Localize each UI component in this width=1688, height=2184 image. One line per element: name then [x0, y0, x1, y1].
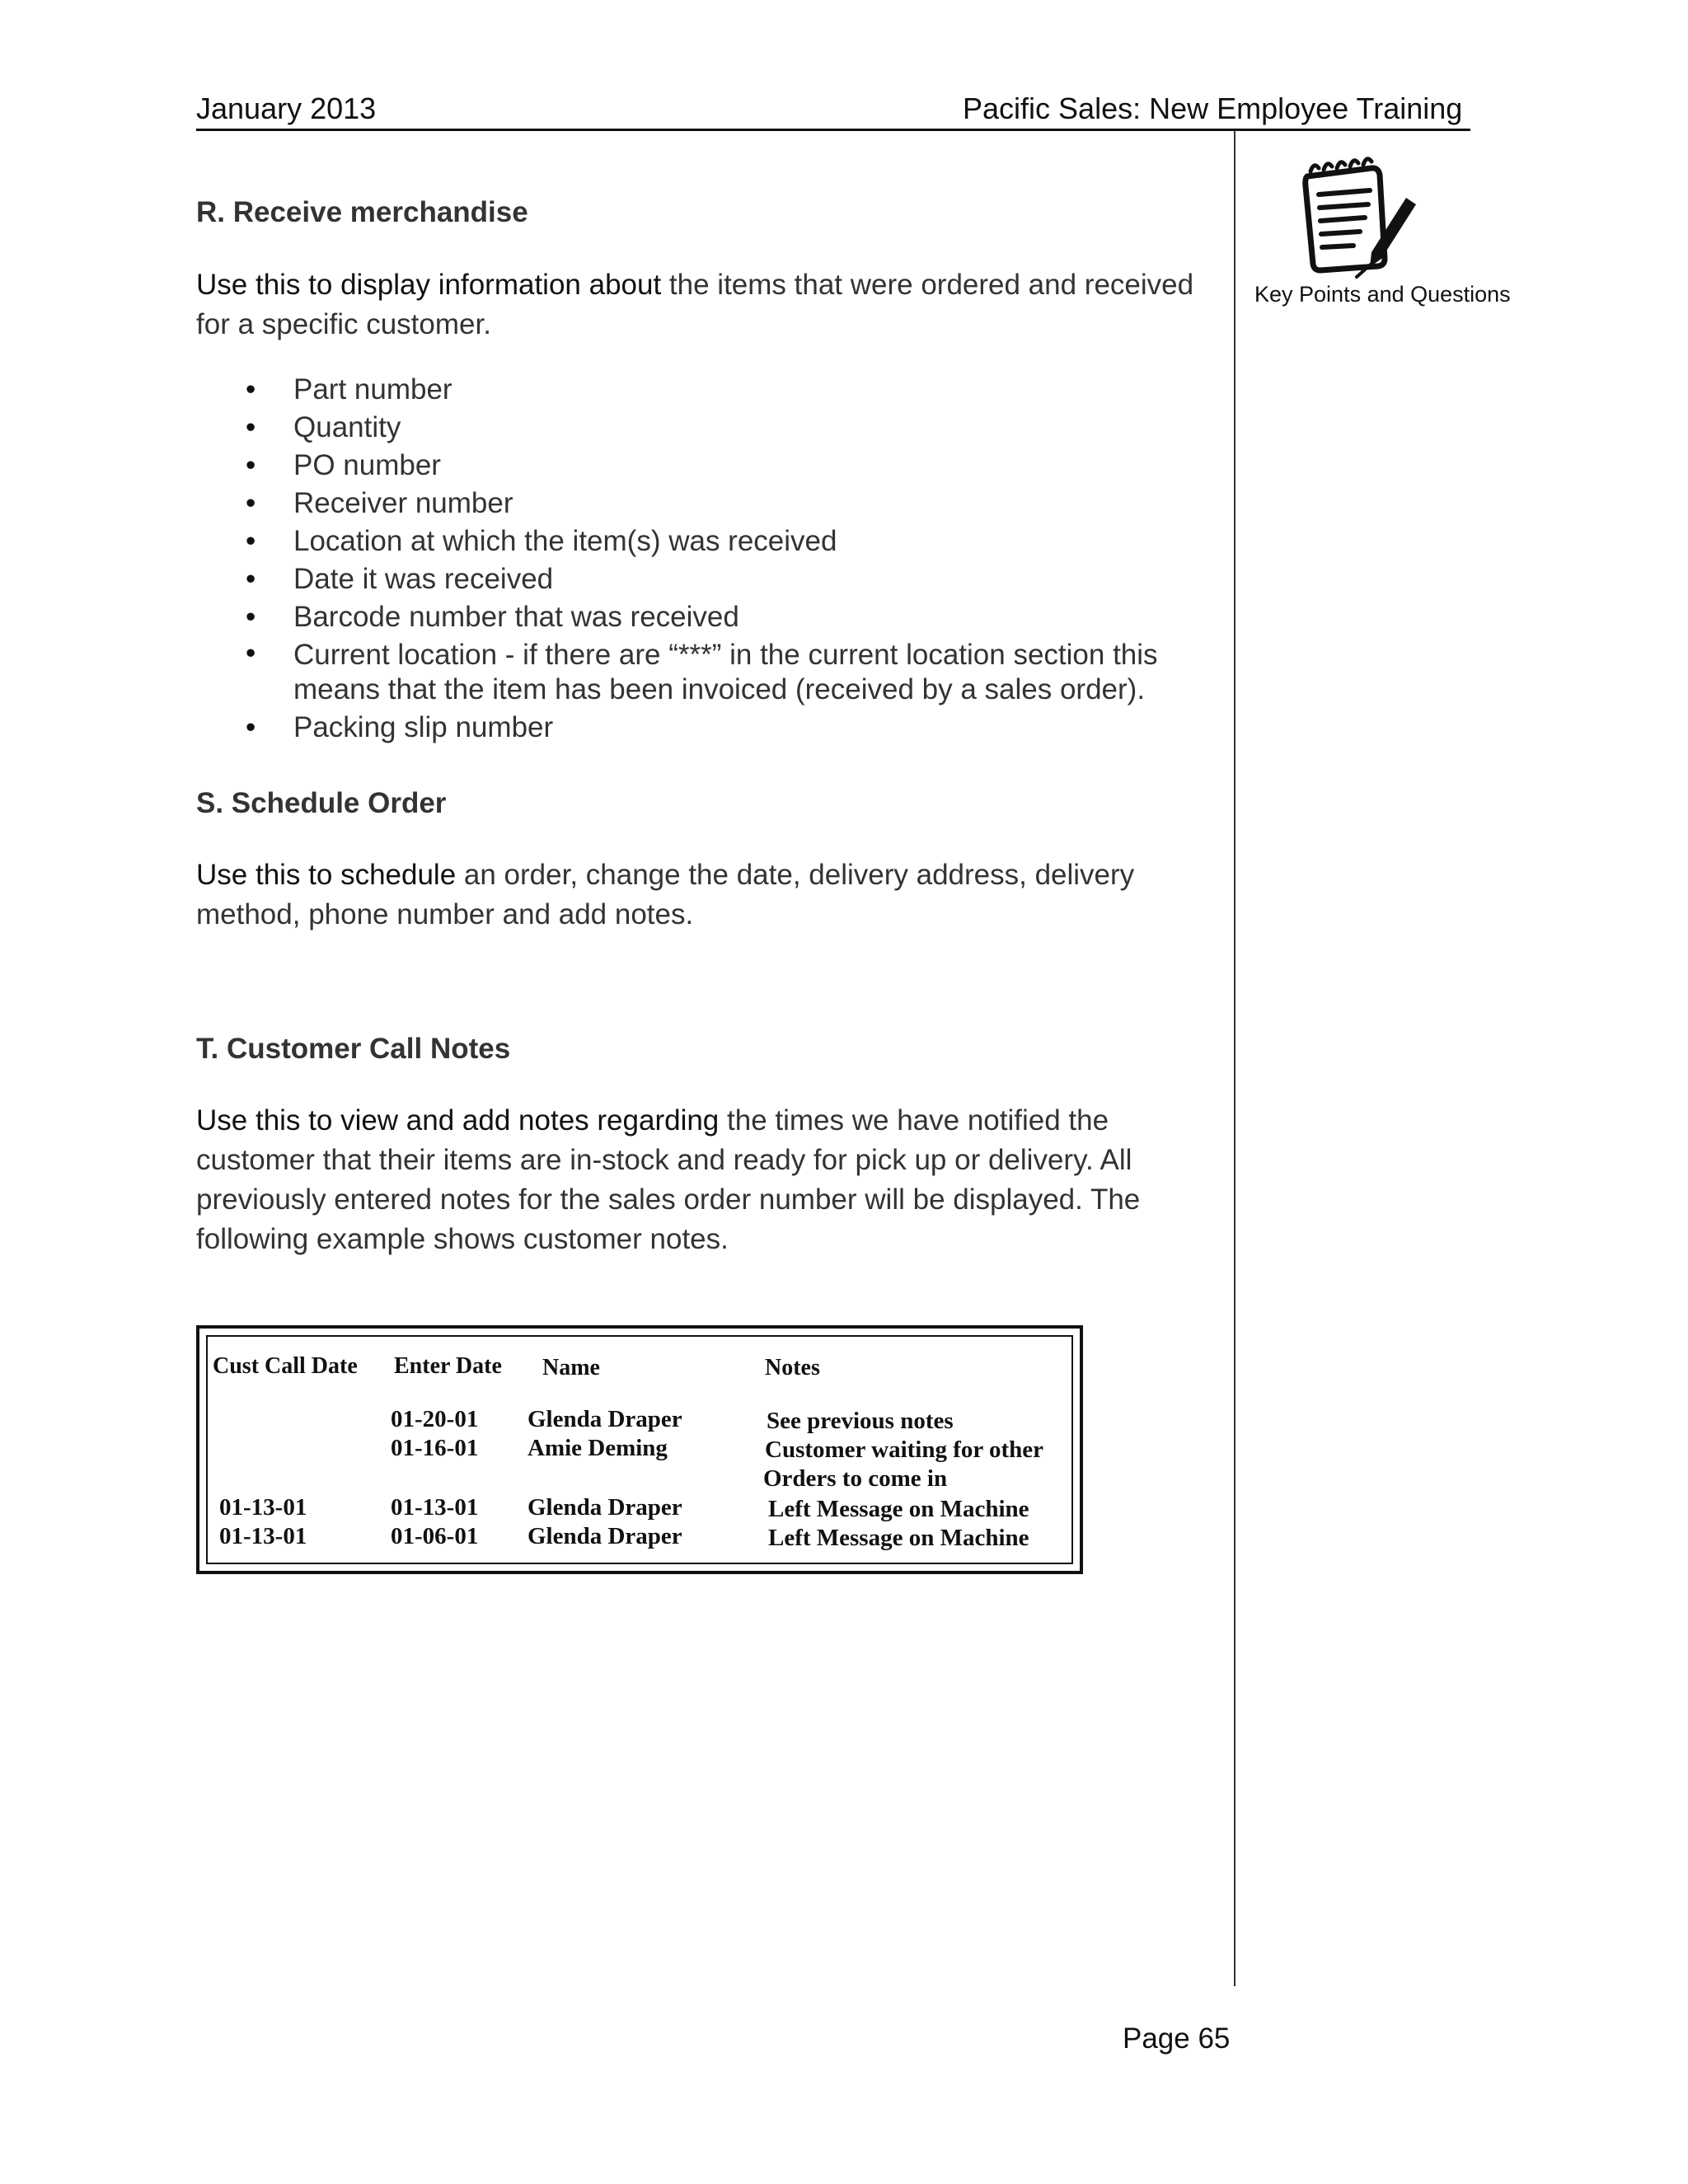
- table-cell-enter-date: 01-13-01: [391, 1494, 479, 1521]
- list-item: • PO number: [246, 447, 1218, 485]
- table-cell-notes: Left Message on Machine: [768, 1496, 1029, 1522]
- col-header-name: Name: [542, 1355, 600, 1380]
- section-s-lead: Use this to schedule: [196, 859, 457, 891]
- section-r-rest: the items that were ordered and received for a specific customer.: [196, 269, 1194, 340]
- table-cell-name: Amie Deming: [528, 1435, 668, 1461]
- section-s-intro: [196, 855, 1210, 935]
- notepad-icon: [1292, 153, 1424, 285]
- table-cell-enter-date: 01-06-01: [391, 1523, 479, 1549]
- list-item: • Barcode number that was received: [246, 598, 1218, 636]
- table-cell-enter-date: 01-16-01: [391, 1435, 479, 1461]
- section-r-intro: [196, 265, 1210, 344]
- list-item: • Date it was received: [246, 560, 1218, 598]
- sidebar-divider: [1234, 130, 1236, 1986]
- col-header-enter-date: Enter Date: [394, 1353, 502, 1379]
- section-r-title: R. Receive merchandise: [196, 196, 528, 228]
- list-item: • Packing slip number: [246, 709, 1218, 747]
- section-s-rest: an order, change the date, delivery address, delivery method, phone number and add notes.: [196, 859, 1135, 930]
- table-cell-name: Glenda Draper: [528, 1494, 682, 1521]
- table-cell-call-date: 01-13-01: [219, 1494, 307, 1521]
- section-t-intro: [196, 1101, 1210, 1259]
- table-cell-notes: Customer waiting for other: [765, 1436, 1044, 1463]
- page-number: Page 65: [1123, 2022, 1231, 2055]
- receive-fields-list: [246, 371, 1218, 747]
- table-cell-notes: See previous notes: [767, 1408, 954, 1434]
- section-t-rest: the times we have notified the customer that their items are in-stock and ready for pick up or delivery. All previously entered notes for the sales order number will be displayed. The following example shows customer notes.: [196, 1104, 1141, 1255]
- table-cell-notes: Left Message on Machine: [768, 1525, 1029, 1551]
- table-cell-notes: Orders to come in: [763, 1465, 948, 1492]
- header-rule: [196, 129, 1470, 131]
- col-header-notes: Notes: [765, 1355, 820, 1380]
- header-date: January 2013: [196, 91, 377, 125]
- list-item: • Part number: [246, 371, 1218, 409]
- section-r-lead: Use this to display information about: [196, 269, 662, 301]
- list-item: • Current location - if there are “***” in the current location section this means that the item has been invoiced (received by a sales order).: [246, 636, 1218, 709]
- table-cell-call-date: 01-13-01: [219, 1523, 307, 1549]
- customer-notes-table: [196, 1325, 1083, 1574]
- section-t-title: T. Customer Call Notes: [196, 1033, 511, 1065]
- key-points-label: Key Points and Questions: [1254, 282, 1511, 307]
- list-item: • Quantity: [246, 409, 1218, 447]
- section-t-lead: Use this to view and add notes regarding: [196, 1104, 720, 1137]
- list-item: • Location at which the item(s) was received: [246, 523, 1218, 560]
- list-item: • Receiver number: [246, 485, 1218, 523]
- section-s-title: S. Schedule Order: [196, 787, 447, 819]
- table-cell-name: Glenda Draper: [528, 1406, 682, 1432]
- customer-notes-table-frame: [206, 1335, 1073, 1564]
- header-title: Pacific Sales: New Employee Training: [963, 91, 1463, 125]
- table-cell-enter-date: 01-20-01: [391, 1406, 479, 1432]
- table-cell-name: Glenda Draper: [528, 1523, 682, 1549]
- col-header-cust-call-date: Cust Call Date: [213, 1353, 358, 1379]
